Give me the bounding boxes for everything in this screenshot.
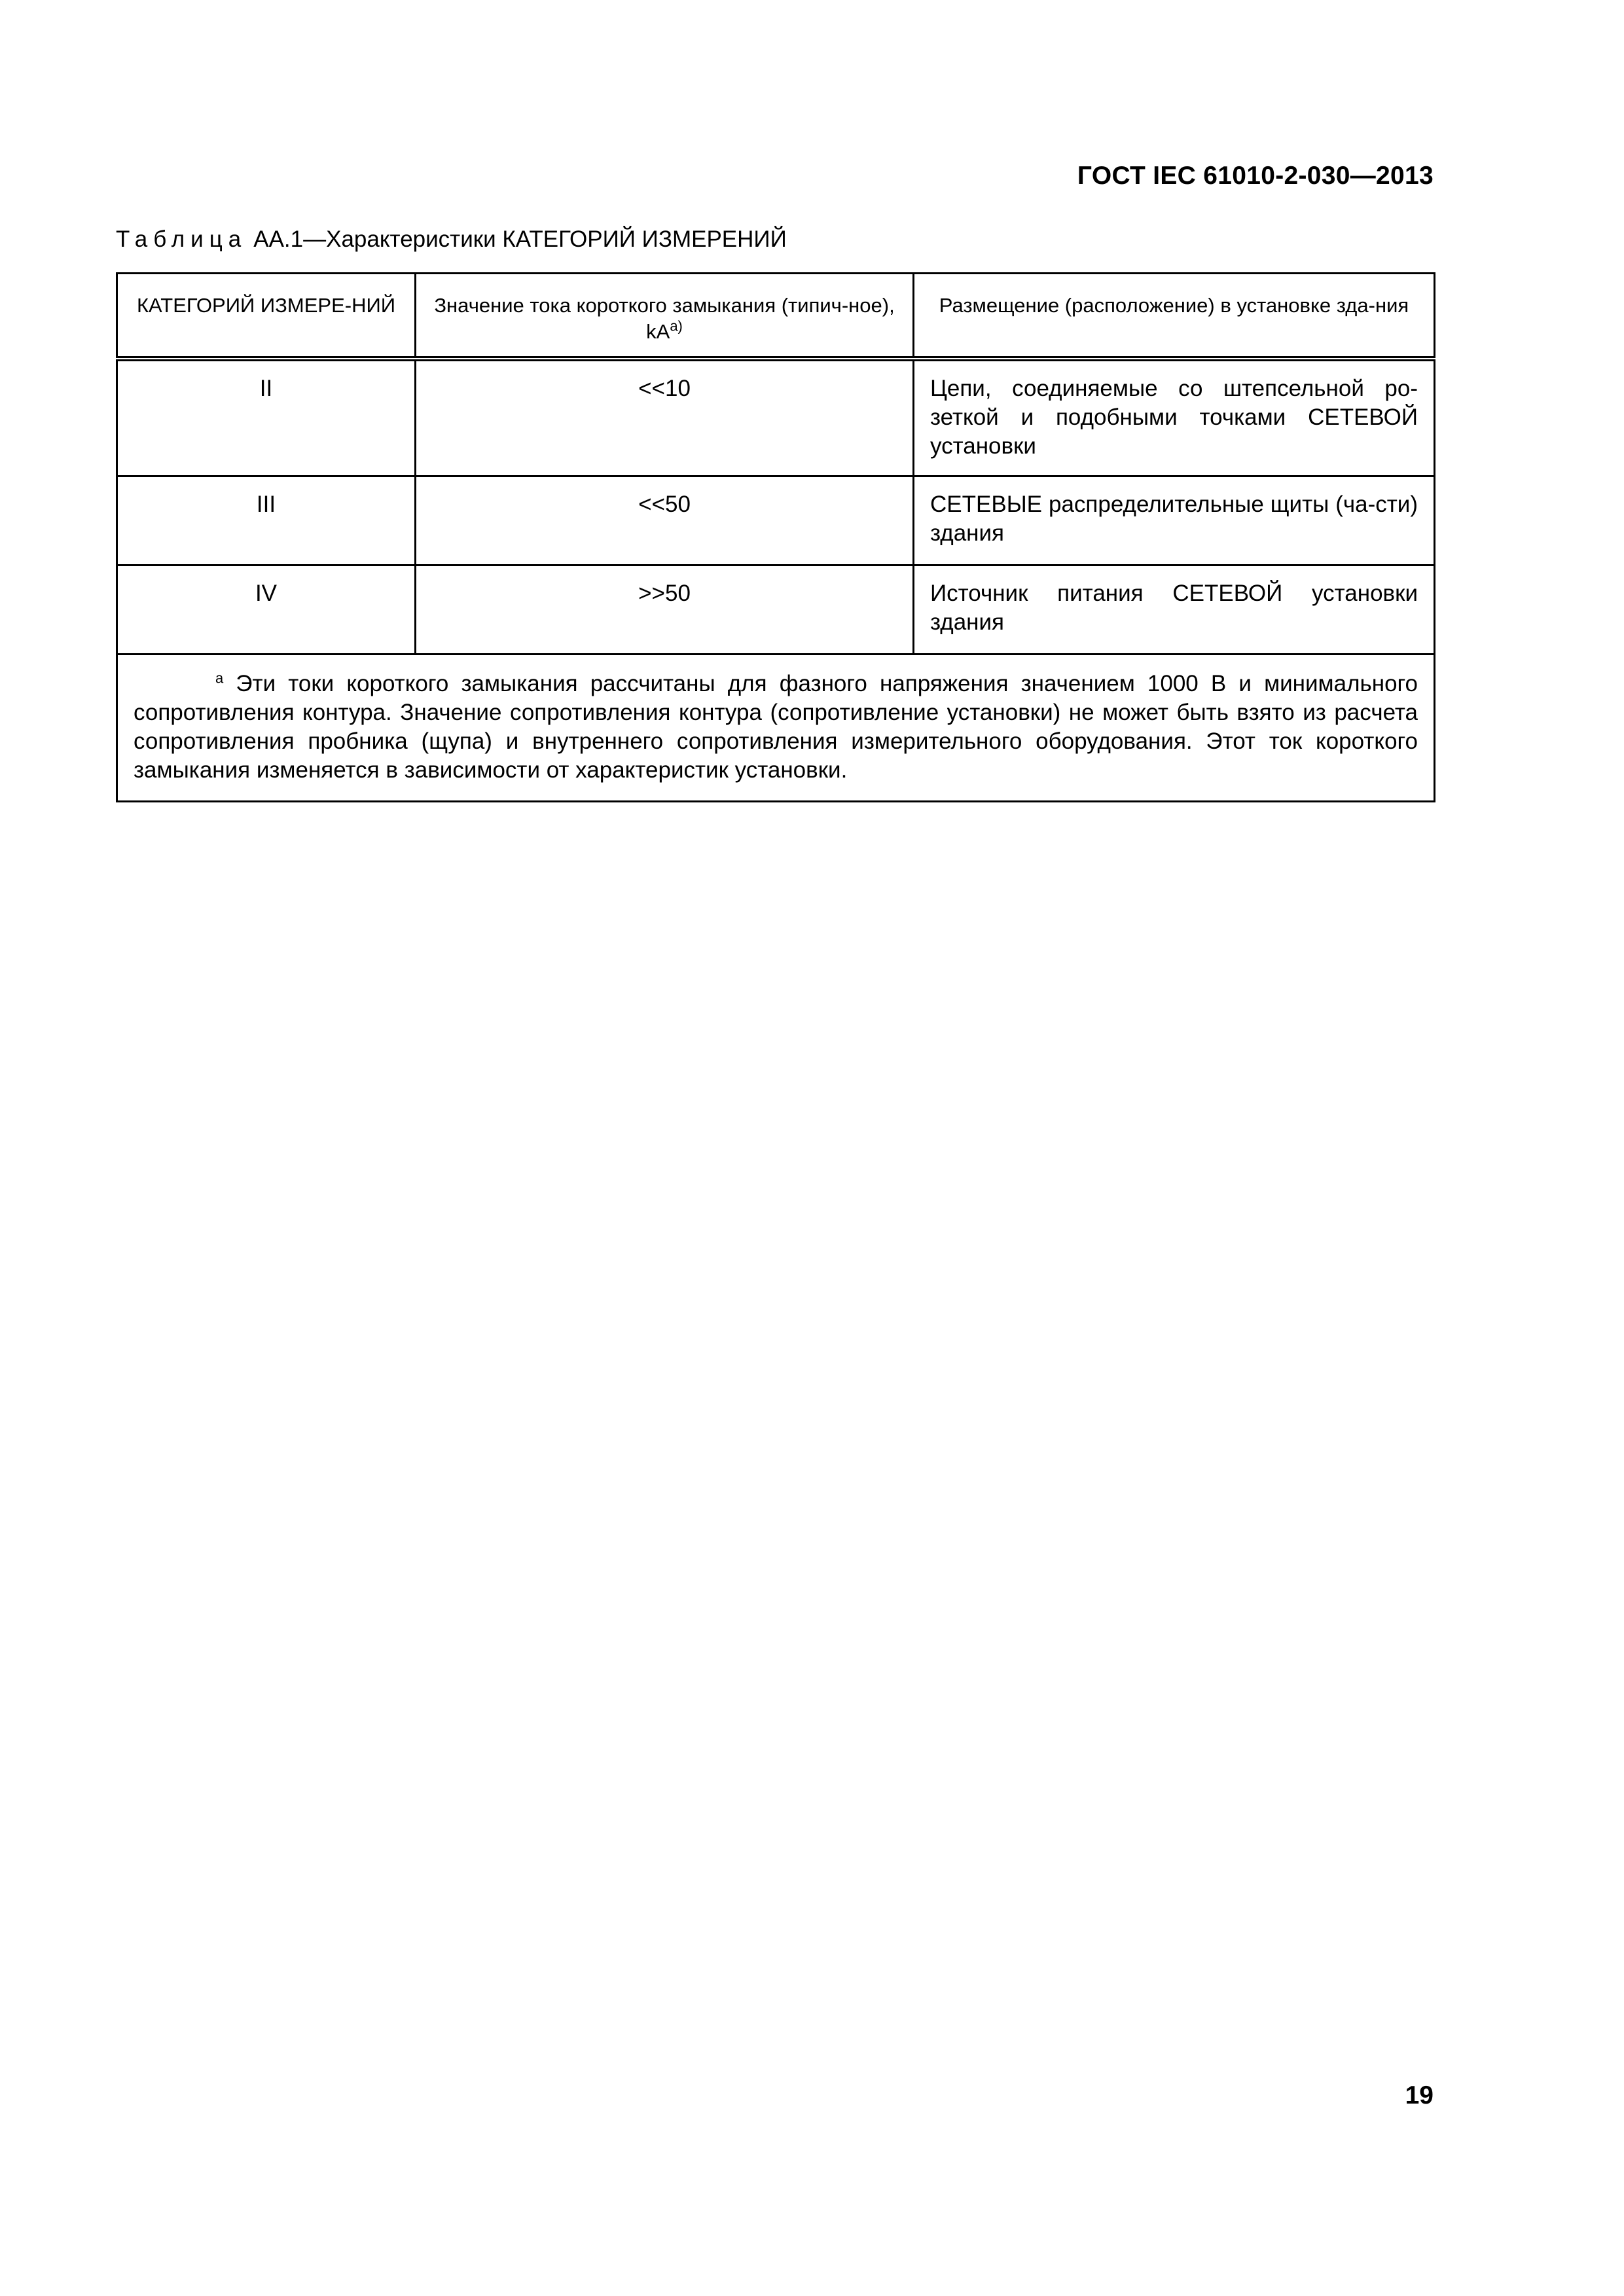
cell-category: IV	[117, 565, 416, 655]
table-caption-prefix: Таблица	[116, 226, 247, 252]
table-caption	[116, 226, 787, 253]
cell-current: <<50	[416, 476, 914, 565]
header-category-label: КАТЕГОРИЙ ИЗМЕРЕ-НИЙ	[136, 294, 396, 317]
table-row	[117, 476, 1435, 565]
cell-category: III	[117, 476, 416, 565]
cell-location: Источник питания СЕТЕВОЙ установки здания	[914, 565, 1435, 655]
table-footnote-row	[117, 655, 1435, 802]
table-caption-text: АА.1—Характеристики КАТЕГОРИЙ ИЗМЕРЕНИЙ	[253, 226, 787, 252]
document-standard-id: ГОСТ IEC 61010-2-030—2013	[1077, 162, 1434, 190]
header-short-circuit-current	[416, 274, 914, 359]
measurement-categories-table	[116, 272, 1435, 802]
footnote-text: Эти токи короткого замыкания рассчитаны для фазного напряжения значением 1000 В и минимального сопротивления контура. Значение сопротивления контура (сопротивление установки) не может быть взято из расчета сопротивления пробника (щупа) и внутреннего сопротивления измерительного оборудования. Этот ток короткого замыкания изменяется в зависимости от характеристик установки.	[134, 671, 1418, 783]
header-location	[914, 274, 1435, 359]
cell-category: II	[117, 359, 416, 476]
table-footnote	[117, 655, 1435, 802]
table-row	[117, 359, 1435, 476]
cell-location: СЕТЕВЫЕ распределительные щиты (ча-сти) здания	[914, 476, 1435, 565]
cell-current: >>50	[416, 565, 914, 655]
table-row	[117, 565, 1435, 655]
cell-location: Цепи, соединяемые со штепсельной ро-зеткой и подобными точками СЕТЕВОЙ установки	[914, 359, 1435, 476]
footnote-mark: а	[215, 670, 224, 687]
table-header-row	[117, 274, 1435, 359]
header-current-footnote-mark: а)	[670, 317, 683, 334]
header-category	[117, 274, 416, 359]
cell-current: <<10	[416, 359, 914, 476]
header-current-label: Значение тока короткого замыкания (типич-ное), kA	[434, 294, 895, 343]
page-number: 19	[1405, 2081, 1434, 2109]
header-location-label: Размещение (расположение) в установке зда-ния	[939, 294, 1409, 317]
